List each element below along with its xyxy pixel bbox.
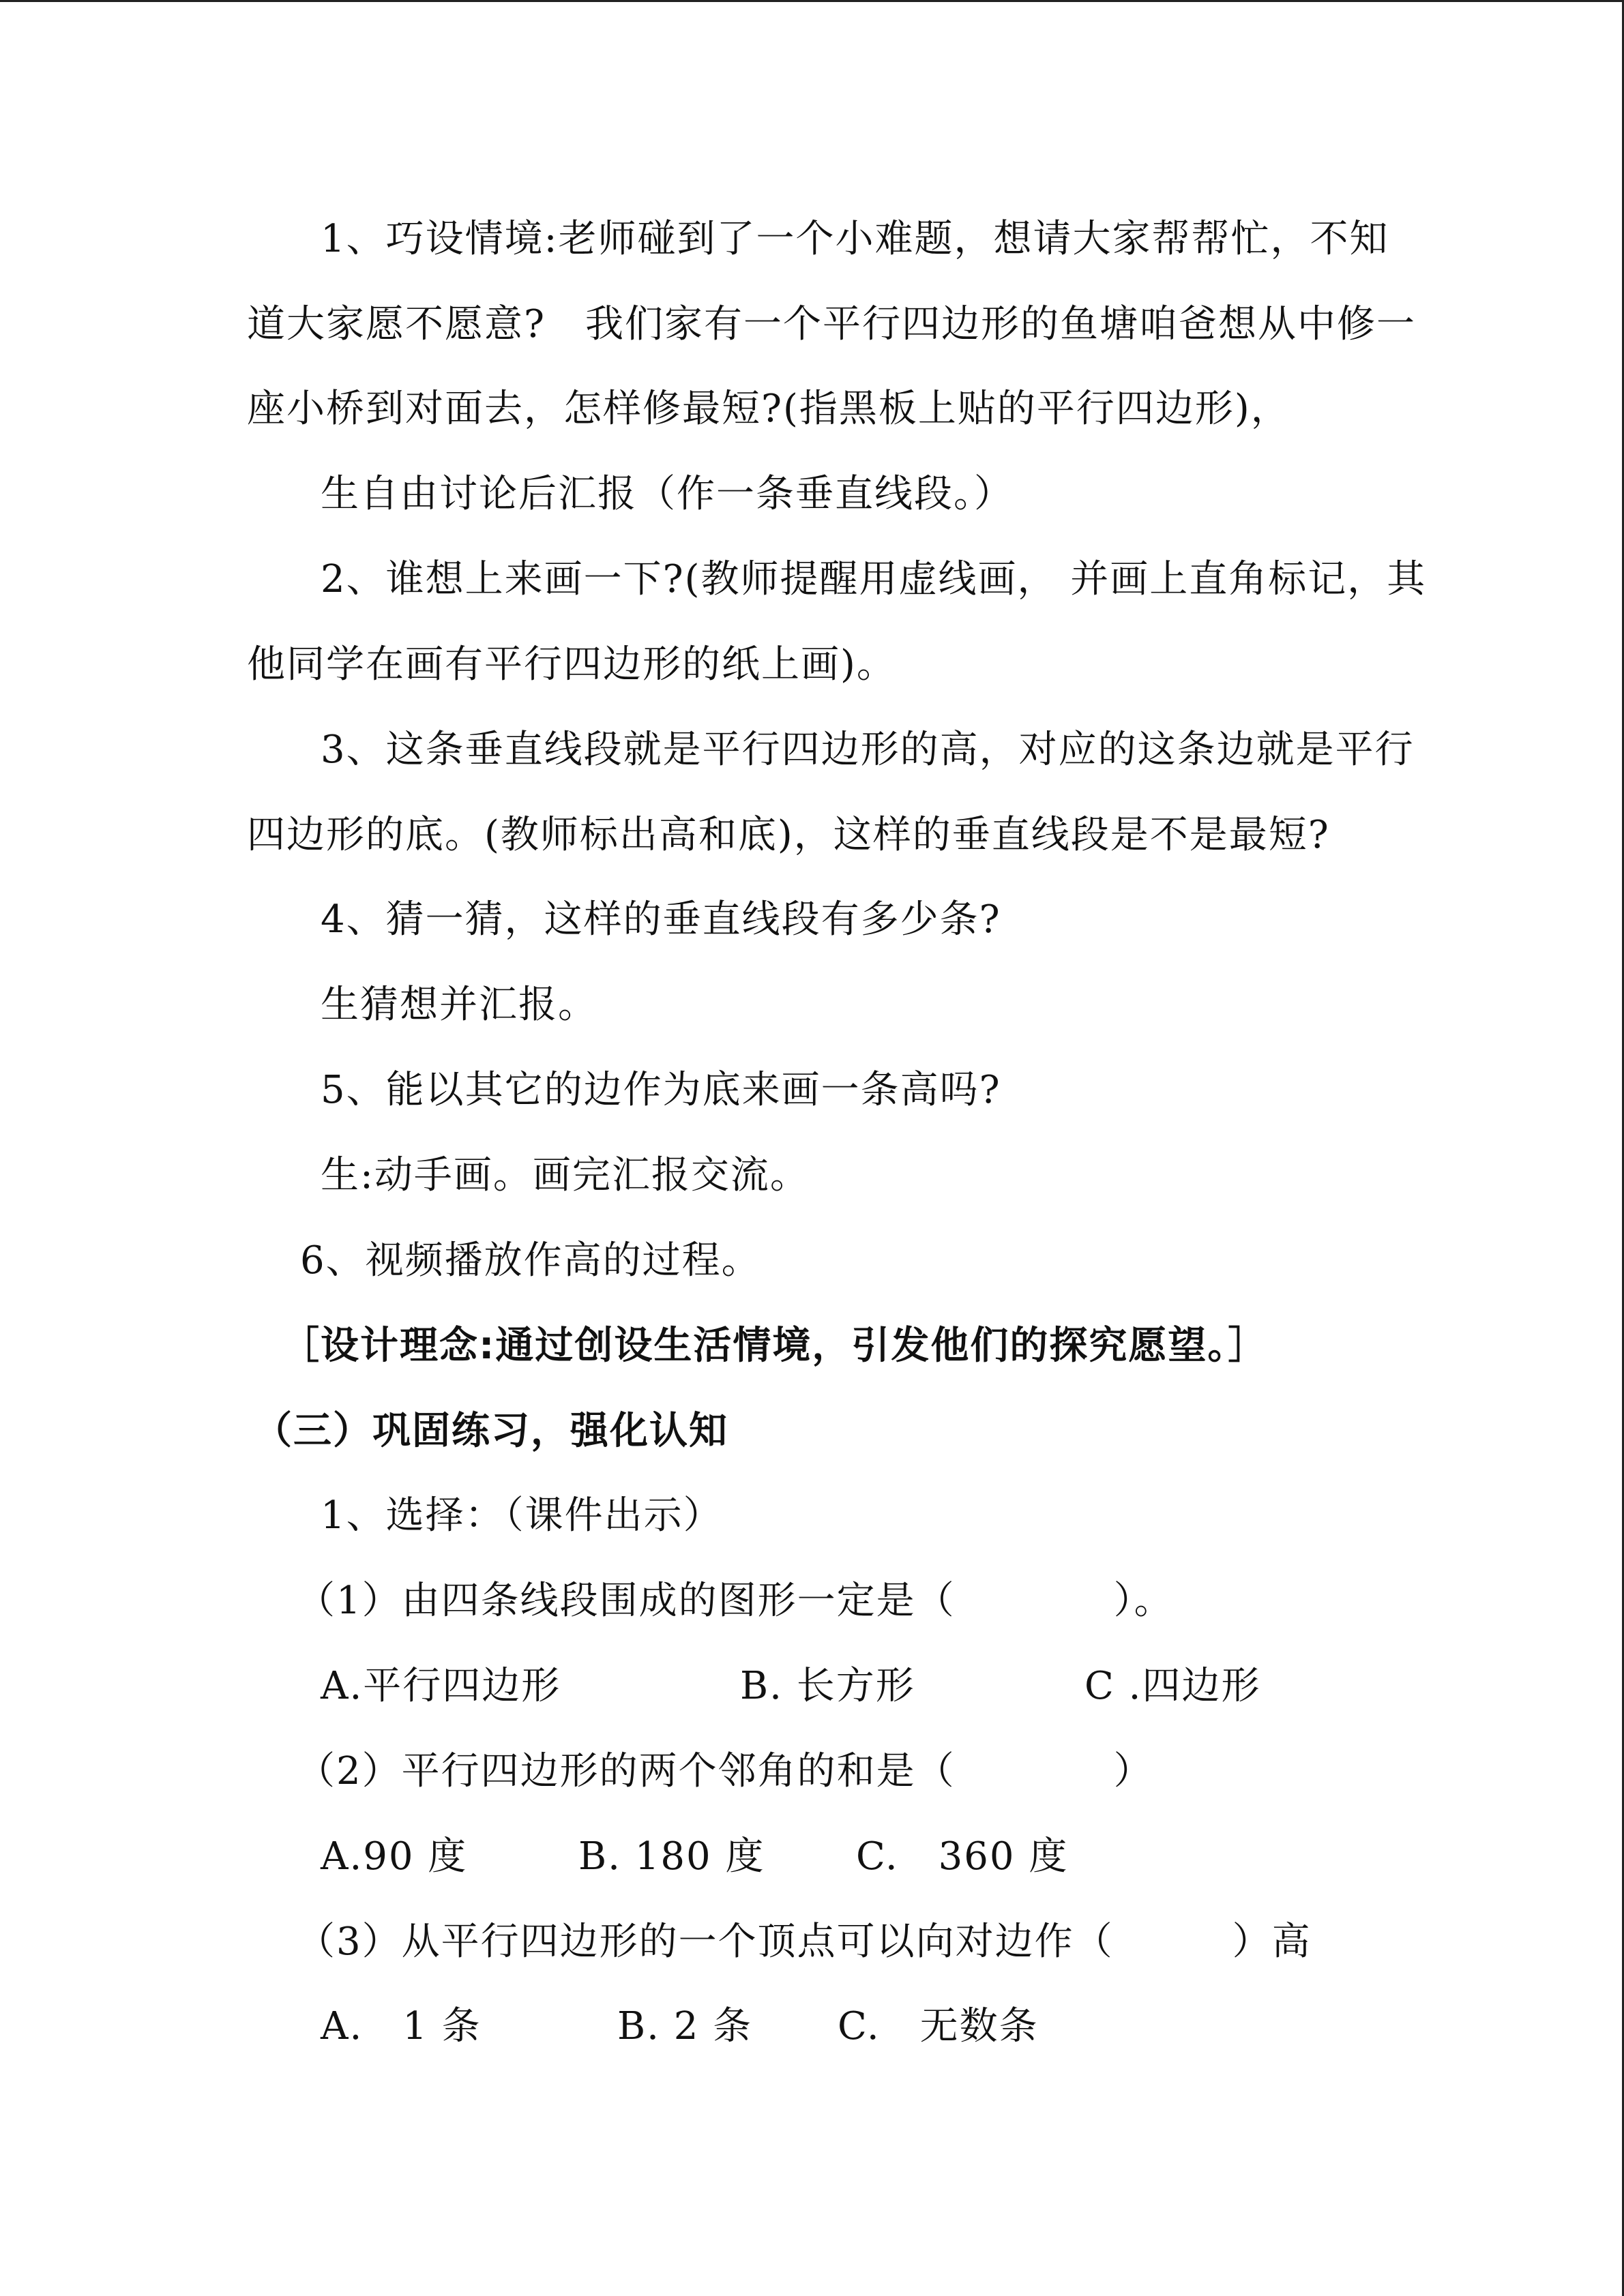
q3-option-a: A. 1 条 [321, 2004, 482, 2048]
q1-option-c: C .四边形 [1084, 1664, 1261, 1708]
question-2: （2）平行四边形的两个邻角的和是（ ） [297, 1749, 1153, 1793]
paragraph-line: 四边形的底。(教师标出高和底)，这样的垂直线段是不是最短? [247, 813, 1330, 857]
q2-option-a: A.90 度 [321, 1834, 468, 1879]
q3-option-b: B. 2 条 [617, 2004, 753, 2048]
question-1: （1）由四条线段围成的图形一定是（ ）。 [297, 1579, 1174, 1623]
q3-option-c: C. 无数条 [838, 2004, 1039, 2048]
paragraph-line: 他同学在画有平行四边形的纸上画)。 [247, 642, 896, 687]
q2-option-c: C. 360 度 [856, 1834, 1069, 1879]
paragraph-line: 道大家愿不愿意? 我们家有一个平行四边形的鱼塘咱爸想从中修一 [247, 302, 1417, 346]
paragraph-line: 3、这条垂直线段就是平行四边形的高，对应的这条边就是平行 [321, 728, 1415, 772]
paragraph-line: 座小桥到对面去，怎样修最短?(指黑板上贴的平行四边形)， [247, 387, 1290, 431]
paragraph-line: 1、巧设情境:老师碰到了一个小难题，想请大家帮帮忙，不知 [321, 217, 1389, 261]
paragraph-line: 4、猜一猜，这样的垂直线段有多少条? [321, 897, 1001, 942]
section-heading: （三）巩固练习，强化认知 [254, 1409, 728, 1453]
paragraph-line: 生猜想并汇报。 [321, 983, 597, 1027]
paragraph-line: 5、能以其它的边作为底来画一条高吗? [321, 1068, 1001, 1112]
q2-option-b: B. 180 度 [578, 1834, 765, 1879]
question-3: （3）从平行四边形的一个顶点可以向对边作（ ）高 [297, 1920, 1312, 1964]
exercise-intro: 1、选择：（课件出示） [321, 1493, 723, 1538]
page-top-border [0, 0, 1624, 2]
q1-option-a: A.平行四边形 [321, 1664, 561, 1708]
paragraph-line: 6、视频播放作高的过程。 [300, 1238, 761, 1283]
paragraph-line: 生:动手画。画完汇报交流。 [321, 1153, 810, 1197]
paragraph-line: 生自由讨论后汇报（作一条垂直线段。） [321, 472, 1014, 516]
q1-option-b: B. 长方形 [740, 1664, 915, 1708]
paragraph-line: 2、谁想上来画一下?(教师提醒用虚线画， 并画上直角标记，其 [321, 557, 1427, 601]
design-concept-note: ［设计理念:通过创设生活情境，引发他们的探究愿望。］ [281, 1324, 1268, 1368]
